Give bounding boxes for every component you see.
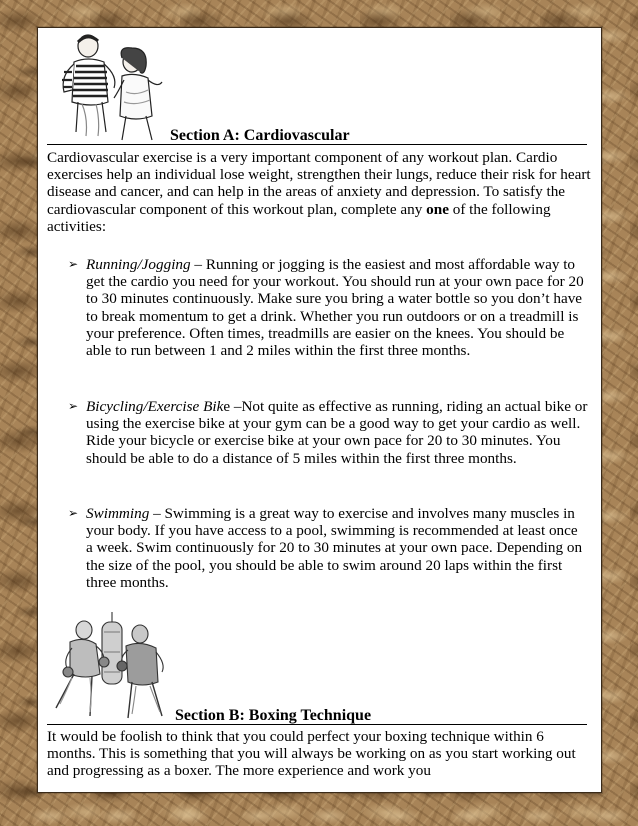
intro-bold-word: one — [426, 200, 449, 218]
bullet-swimming-text: – Swimming is a great way to exercise and involves many muscles in your body. If you have access to a pool, swimming is recommended at least once a week. Swim continuously for 20 to 30 minutes at your own pace. Depending on the size of the pool, you should be able to swim around 20 laps within the first three months. — [86, 505, 583, 591]
bullet-swimming-title: Swimming — [86, 505, 150, 522]
arrow-bullet-icon: ➢ — [68, 506, 79, 520]
bullet-running-title: Running/Jogging — [86, 256, 191, 273]
intro-text-end: of the following activities: — [47, 200, 551, 235]
arrow-bullet-icon: ➢ — [68, 399, 79, 413]
section-b-title: Section B: Boxing Technique — [175, 707, 372, 724]
bullet-running-text: – Running or jogging is the easiest and most affordable way to get the cardio you need for your workout. You should run at your own pace for 20 to 30 minutes continuously. Make sure you bring a water bottle so you don’t have to break momentum to get a drink. Whether you run outdoors or on a treadmill is your preference. Often times, treadmills are easier on the knees. You should be able to run between 1 and 2 miles within the first three months. — [86, 256, 584, 360]
arrow-bullet-icon: ➢ — [68, 257, 79, 271]
section-a-heading — [47, 126, 587, 145]
bullet-bicycling-title: Bicycling/Exercise Bik — [86, 398, 224, 415]
document-page — [37, 27, 602, 793]
bullet-bicycling — [68, 398, 588, 467]
intro-text-start: Cardiovascular exercise is a very important component of any workout plan. Cardio exercises help an individual lose weight, strengthen their lungs, reduce their risk for heart disease and cancer, and can help in the areas of anxiety and depression. To satisfy the cardiovascular component of this workout plan, complete any — [47, 149, 591, 218]
bullet-bicycling-text: e –Not quite as effective as running, riding an actual bike or using the exercise bike at your gym can be a good way to get your cardio as well. Ride your bicycle or exercise bike at your own pace for 20 to 30 minutes. You should be able to do a distance of 5 miles within the first three months. — [86, 398, 588, 467]
bullet-swimming — [68, 505, 588, 591]
bullet-running — [68, 256, 588, 359]
section-a-intro — [47, 149, 595, 235]
section-b-heading — [47, 706, 587, 725]
section-b-intro: It would be foolish to think that you could perfect your boxing technique within 6 months. This is something that you will always be working on as you start working out and progressing as a boxer. The more experience and work you — [47, 728, 576, 780]
section-a-title: Section A: Cardiovascular — [170, 127, 350, 144]
